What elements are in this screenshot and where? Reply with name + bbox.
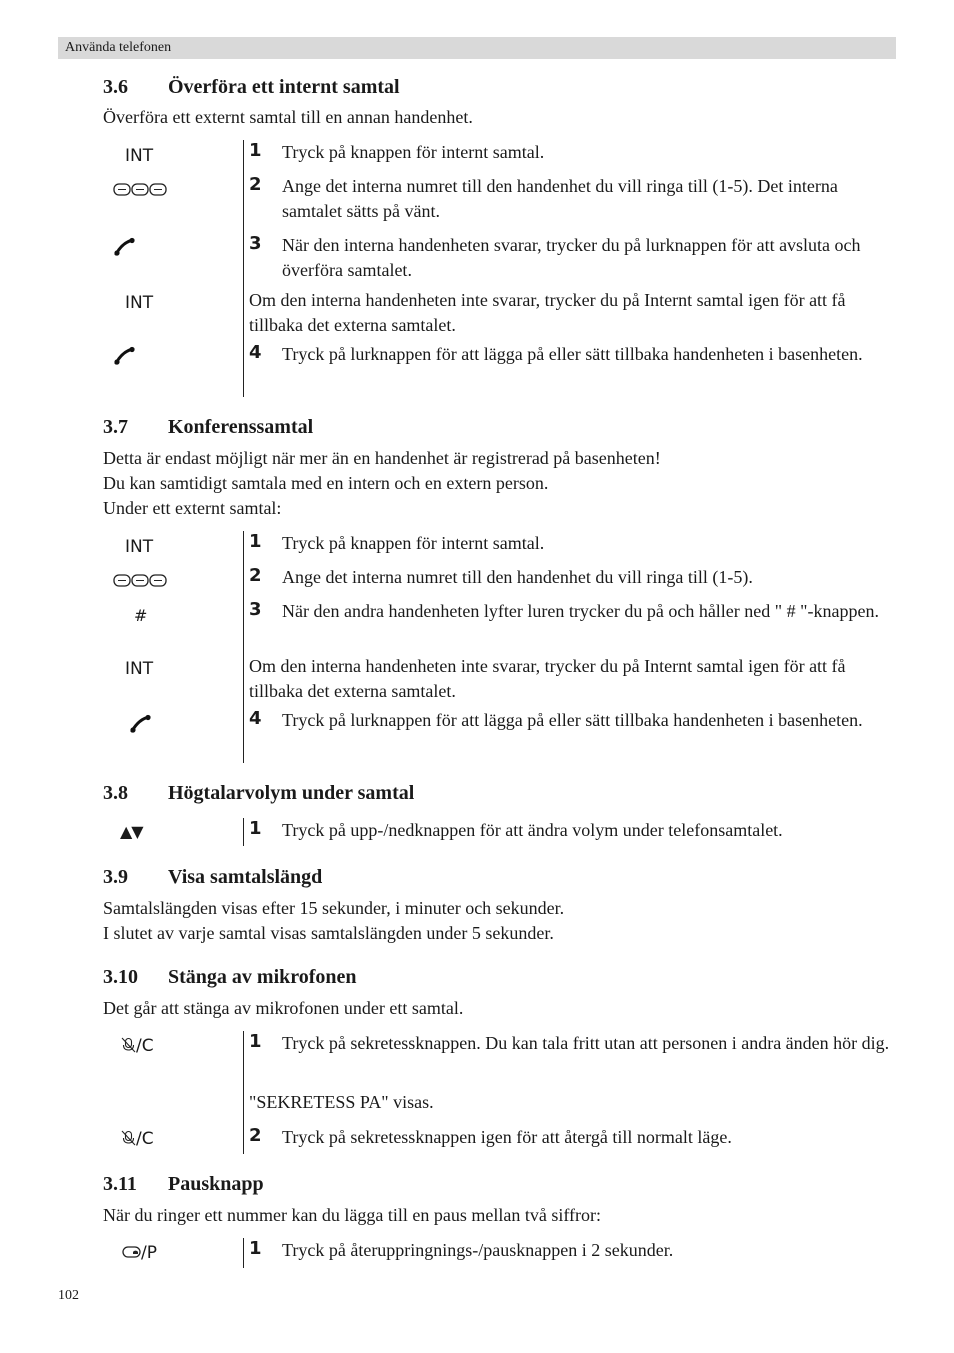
running-header <box>58 37 896 59</box>
step-divider <box>243 1238 244 1268</box>
section-number: 3.9 <box>103 866 128 888</box>
mute-microphone-icon <box>121 1037 136 1053</box>
step-note: "SEKRETESS PA" visas. <box>249 1092 434 1112</box>
mute-key <box>121 1036 154 1058</box>
step-number: 2 <box>249 1125 262 1146</box>
step-number: 1 <box>249 818 262 839</box>
section-intro-line: Under ett externt samtal: <box>103 498 282 518</box>
section-number: 3.10 <box>103 966 138 988</box>
section-heading-3-6 <box>103 76 803 102</box>
section-number: 3.6 <box>103 76 128 98</box>
section-intro: Överföra ett externt samtal till en annan handenhet. <box>103 107 473 127</box>
step-text: Tryck på knappen för internt samtal. <box>282 533 545 553</box>
step-number: 2 <box>249 565 262 586</box>
step-divider <box>243 140 244 397</box>
keypad-keys-icon <box>113 183 167 197</box>
step-number: 2 <box>249 174 262 195</box>
step-text: Tryck på sekretessknappen. Du kan tala fritt utan att personen i andra änden hör dig. <box>282 1033 890 1053</box>
int-key-label: INT <box>125 659 154 679</box>
step-number: 4 <box>249 708 262 729</box>
body-line: I slutet av varje samtal visas samtalslängden under 5 sekunder. <box>103 923 554 943</box>
step-text: Tryck på lurknappen för att lägga på eller sätt tillbaka handenheten i basenheten. <box>282 344 863 364</box>
section-heading-3-9 <box>103 866 803 892</box>
volume-up-down-icon: ▲▼ <box>120 822 143 841</box>
section-intro-line: Du kan samtidigt samtala med en intern och en extern person. <box>103 473 549 493</box>
mute-microphone-icon <box>121 1130 136 1146</box>
section-heading-3-8 <box>103 782 803 808</box>
section-heading-3-10 <box>103 966 803 992</box>
section-intro: Det går att stänga av mikrofonen under ett samtal. <box>103 998 464 1018</box>
section-title: Stänga av mikrofonen <box>168 966 357 988</box>
int-key-label: INT <box>125 537 154 557</box>
step-text: Tryck på sekretessknappen igen för att återgå till normalt läge. <box>282 1127 732 1147</box>
section-title: Konferenssamtal <box>168 416 314 438</box>
section-number: 3.8 <box>103 782 128 804</box>
step-number: 1 <box>249 1238 262 1259</box>
running-header-label: Använda telefonen <box>65 40 172 55</box>
step-text: Tryck på lurknappen för att lägga på eller sätt tillbaka handenheten i basenheten. <box>282 710 863 730</box>
int-key-label: INT <box>125 146 154 166</box>
section-heading-3-11 <box>103 1173 803 1199</box>
mute-key <box>121 1129 154 1151</box>
handset-icon <box>129 714 153 734</box>
keypad-keys-icon <box>113 574 167 588</box>
handset-icon <box>113 237 137 257</box>
section-number: 3.7 <box>103 416 128 438</box>
step-divider <box>243 818 244 846</box>
step-text: När den andra handenheten lyfter luren trycker du på och håller ned " # "-knappen. <box>282 601 879 621</box>
mute-key-label: /C <box>136 1036 154 1056</box>
step-text: Tryck på upp-/nedknappen för att ändra volym under telefonsamtalet. <box>282 820 783 840</box>
page-number: 102 <box>58 1288 79 1303</box>
hash-key-label: # <box>134 606 148 625</box>
step-number: 1 <box>249 140 262 161</box>
body-line: Samtalslängden visas efter 15 sekunder, i minuter och sekunder. <box>103 898 565 918</box>
pause-key-label: /P <box>141 1243 157 1263</box>
section-intro-line: Detta är endast möjligt när mer än en handenhet är registrerad på basenheten! <box>103 448 661 468</box>
step-number: 4 <box>249 342 262 363</box>
section-title: Högtalarvolym under samtal <box>168 782 415 804</box>
section-title: Överföra ett internt samtal <box>168 76 400 98</box>
step-number: 1 <box>249 531 262 552</box>
handset-icon <box>113 346 137 366</box>
step-number: 3 <box>249 599 262 620</box>
step-note: Om den interna handenheten inte svarar, trycker du på Internt samtal igen för att få tillbaka det externa samtalet. <box>249 656 846 701</box>
step-number: 3 <box>249 233 262 254</box>
redial-pause-key <box>121 1243 157 1265</box>
section-intro: När du ringer ett nummer kan du lägga till en paus mellan två siffror: <box>103 1205 602 1225</box>
step-text: Ange det interna numret till den handenhet du vill ringa till (1-5). <box>282 567 753 587</box>
step-text: Ange det interna numret till den handenhet du vill ringa till (1-5). Det interna samtalet sätts på vänt. <box>282 176 838 221</box>
section-heading-3-7 <box>103 416 803 442</box>
int-key-label: INT <box>125 293 154 313</box>
section-title: Visa samtalslängd <box>168 866 323 888</box>
step-note: Om den interna handenheten inte svarar, trycker du på Internt samtal igen för att få tillbaka det externa samtalet. <box>249 290 846 335</box>
mute-key-label: /C <box>136 1129 154 1149</box>
step-text: När den interna handenheten svarar, trycker du på lurknappen för att avsluta och överföra samtalet. <box>282 235 861 280</box>
section-title: Pausknapp <box>168 1173 264 1195</box>
step-text: Tryck på knappen för internt samtal. <box>282 142 545 162</box>
step-divider <box>243 1031 244 1154</box>
step-text: Tryck på återuppringnings-/pausknappen i 2 sekunder. <box>282 1240 674 1260</box>
step-divider <box>243 531 244 763</box>
step-number: 1 <box>249 1031 262 1052</box>
redial-icon <box>121 1245 141 1259</box>
section-number: 3.11 <box>103 1173 137 1195</box>
